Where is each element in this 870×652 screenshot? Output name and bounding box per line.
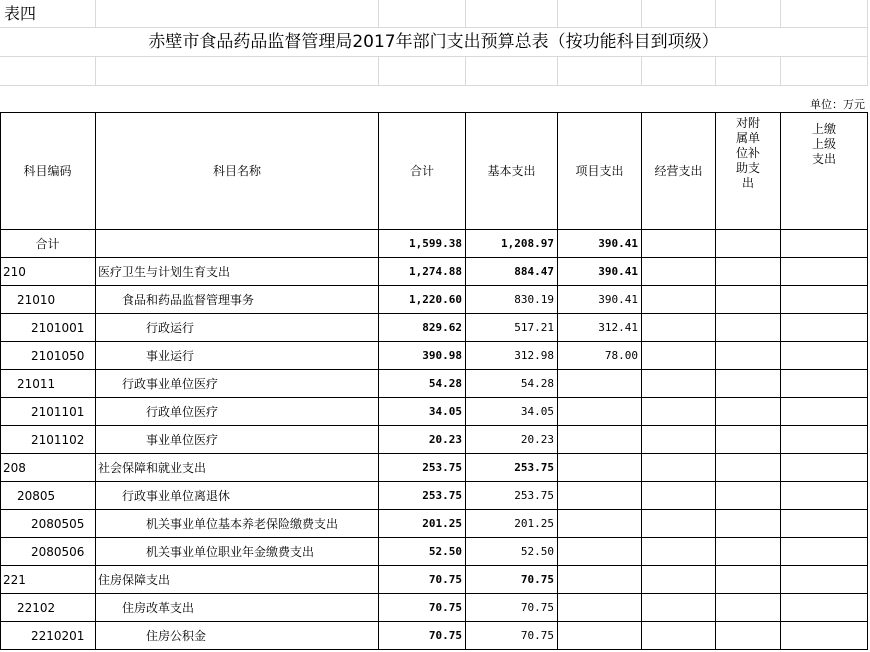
row-code[interactable]: 22102 bbox=[0, 594, 96, 622]
row-subsidy[interactable] bbox=[716, 398, 781, 426]
row-operating[interactable] bbox=[642, 314, 716, 342]
row-operating[interactable] bbox=[642, 566, 716, 594]
row-subsidy[interactable] bbox=[716, 370, 781, 398]
row-upper[interactable] bbox=[781, 566, 868, 594]
row-upper[interactable] bbox=[781, 538, 868, 566]
row-subsidy[interactable] bbox=[716, 342, 781, 370]
row-subsidy[interactable] bbox=[716, 510, 781, 538]
row-code[interactable]: 210 bbox=[0, 258, 96, 286]
report-title[interactable]: 赤壁市食品药品监督管理局2017年部门支出预算总表（按功能科目到项级） bbox=[0, 28, 868, 57]
row-operating[interactable] bbox=[642, 454, 716, 482]
row-total[interactable]: 1,599.38 bbox=[379, 230, 466, 258]
row-operating[interactable] bbox=[642, 426, 716, 454]
table-top-border bbox=[0, 112, 868, 113]
row-operating[interactable] bbox=[642, 538, 716, 566]
row-name[interactable]: 行政事业单位离退休 bbox=[96, 482, 379, 510]
row-subsidy[interactable] bbox=[716, 482, 781, 510]
row-name[interactable]: 机关事业单位职业年金缴费支出 bbox=[96, 538, 379, 566]
row-code[interactable]: 2210201 bbox=[0, 622, 96, 650]
row-code[interactable]: 2101101 bbox=[0, 398, 96, 426]
row-code[interactable]: 2101102 bbox=[0, 426, 96, 454]
row-code[interactable]: 221 bbox=[0, 566, 96, 594]
row-code[interactable]: 21010 bbox=[0, 286, 96, 314]
row-code[interactable]: 2080506 bbox=[0, 538, 96, 566]
row-project[interactable] bbox=[558, 454, 642, 482]
row-name[interactable] bbox=[96, 230, 379, 258]
row-total[interactable]: 829.62 bbox=[379, 314, 466, 342]
row-operating[interactable] bbox=[642, 230, 716, 258]
row-basic[interactable]: 830.19 bbox=[466, 286, 558, 314]
header-basic: 基本支出 bbox=[466, 112, 558, 230]
row-project[interactable] bbox=[558, 370, 642, 398]
row-upper[interactable] bbox=[781, 342, 868, 370]
row-total[interactable]: 70.75 bbox=[379, 566, 466, 594]
grid-cell[interactable] bbox=[642, 0, 716, 28]
row-basic[interactable]: 253.75 bbox=[466, 482, 558, 510]
row-basic[interactable]: 1,208.97 bbox=[466, 230, 558, 258]
row-total[interactable]: 54.28 bbox=[379, 370, 466, 398]
row-subsidy[interactable] bbox=[716, 538, 781, 566]
row-project[interactable]: 390.41 bbox=[558, 286, 642, 314]
row-subsidy[interactable] bbox=[716, 594, 781, 622]
row-project[interactable]: 390.41 bbox=[558, 258, 642, 286]
row-operating[interactable] bbox=[642, 342, 716, 370]
header-subsidy: 对附属单位补助支出 bbox=[716, 112, 781, 230]
row-code[interactable]: 2101050 bbox=[0, 342, 96, 370]
row-project[interactable] bbox=[558, 538, 642, 566]
row-basic[interactable]: 52.50 bbox=[466, 538, 558, 566]
row-name[interactable]: 事业单位医疗 bbox=[96, 426, 379, 454]
row-project[interactable] bbox=[558, 482, 642, 510]
row-total[interactable]: 1,274.88 bbox=[379, 258, 466, 286]
grid-cell[interactable] bbox=[781, 0, 868, 28]
row-subsidy[interactable] bbox=[716, 286, 781, 314]
row-upper[interactable] bbox=[781, 594, 868, 622]
row-basic[interactable]: 517.21 bbox=[466, 314, 558, 342]
row-operating[interactable] bbox=[642, 370, 716, 398]
grid-cell[interactable] bbox=[0, 57, 96, 86]
grid-cell[interactable] bbox=[558, 0, 642, 28]
grid-cell[interactable] bbox=[379, 57, 466, 86]
unit-label[interactable]: 单位：万元 bbox=[810, 98, 865, 111]
row-subsidy[interactable] bbox=[716, 314, 781, 342]
row-code[interactable]: 2101001 bbox=[0, 314, 96, 342]
row-project[interactable] bbox=[558, 594, 642, 622]
row-total[interactable]: 253.75 bbox=[379, 454, 466, 482]
row-subsidy[interactable] bbox=[716, 258, 781, 286]
row-operating[interactable] bbox=[642, 594, 716, 622]
row-project[interactable]: 390.41 bbox=[558, 230, 642, 258]
row-upper[interactable] bbox=[781, 230, 868, 258]
grid-cell[interactable] bbox=[558, 57, 642, 86]
row-upper[interactable] bbox=[781, 482, 868, 510]
header-upper: 上缴上级支出 bbox=[781, 112, 868, 230]
row-name[interactable]: 行政运行 bbox=[96, 314, 379, 342]
row-total[interactable]: 52.50 bbox=[379, 538, 466, 566]
row-project[interactable] bbox=[558, 510, 642, 538]
row-code[interactable]: 20805 bbox=[0, 482, 96, 510]
row-operating[interactable] bbox=[642, 622, 716, 650]
row-upper[interactable] bbox=[781, 510, 868, 538]
grid-cell[interactable] bbox=[642, 57, 716, 86]
row-name[interactable]: 机关事业单位基本养老保险缴费支出 bbox=[96, 510, 379, 538]
row-upper[interactable] bbox=[781, 314, 868, 342]
row-upper[interactable] bbox=[781, 258, 868, 286]
row-operating[interactable] bbox=[642, 286, 716, 314]
row-project[interactable]: 78.00 bbox=[558, 342, 642, 370]
row-name[interactable]: 行政单位医疗 bbox=[96, 398, 379, 426]
row-name[interactable]: 食品和药品监督管理事务 bbox=[96, 286, 379, 314]
row-operating[interactable] bbox=[642, 510, 716, 538]
row-subsidy[interactable] bbox=[716, 426, 781, 454]
row-name[interactable]: 住房改革支出 bbox=[96, 594, 379, 622]
row-subsidy[interactable] bbox=[716, 230, 781, 258]
row-total[interactable]: 20.23 bbox=[379, 426, 466, 454]
row-total[interactable]: 70.75 bbox=[379, 622, 466, 650]
row-upper[interactable] bbox=[781, 454, 868, 482]
row-project[interactable] bbox=[558, 566, 642, 594]
row-basic[interactable]: 201.25 bbox=[466, 510, 558, 538]
row-basic[interactable]: 253.75 bbox=[466, 454, 558, 482]
header-code: 科目编码 bbox=[0, 112, 96, 230]
row-upper[interactable] bbox=[781, 622, 868, 650]
row-basic[interactable]: 54.28 bbox=[466, 370, 558, 398]
row-subsidy[interactable] bbox=[716, 454, 781, 482]
row-name[interactable]: 住房公积金 bbox=[96, 622, 379, 650]
table-left-border bbox=[0, 112, 1, 650]
header-operating: 经营支出 bbox=[642, 112, 716, 230]
row-name[interactable]: 医疗卫生与计划生育支出 bbox=[96, 258, 379, 286]
row-name[interactable]: 社会保障和就业支出 bbox=[96, 454, 379, 482]
grid-cell[interactable] bbox=[716, 57, 781, 86]
row-operating[interactable] bbox=[642, 398, 716, 426]
row-project[interactable] bbox=[558, 622, 642, 650]
row-upper[interactable] bbox=[781, 286, 868, 314]
grid-cell[interactable] bbox=[716, 0, 781, 28]
row-code[interactable]: 合计 bbox=[0, 230, 96, 258]
row-basic[interactable]: 70.75 bbox=[466, 594, 558, 622]
grid-cell[interactable] bbox=[781, 57, 868, 86]
row-code[interactable]: 208 bbox=[0, 454, 96, 482]
row-basic[interactable]: 34.05 bbox=[466, 398, 558, 426]
row-total[interactable]: 70.75 bbox=[379, 594, 466, 622]
row-upper[interactable] bbox=[781, 370, 868, 398]
row-total[interactable]: 390.98 bbox=[379, 342, 466, 370]
row-operating[interactable] bbox=[642, 258, 716, 286]
header-name: 科目名称 bbox=[96, 112, 379, 230]
row-name[interactable]: 住房保障支出 bbox=[96, 566, 379, 594]
grid-cell[interactable] bbox=[96, 0, 379, 28]
row-project[interactable] bbox=[558, 398, 642, 426]
header-total: 合计 bbox=[379, 112, 466, 230]
header-project: 项目支出 bbox=[558, 112, 642, 230]
row-operating[interactable] bbox=[642, 482, 716, 510]
grid-cell[interactable] bbox=[96, 57, 379, 86]
row-basic[interactable]: 70.75 bbox=[466, 622, 558, 650]
row-basic[interactable]: 70.75 bbox=[466, 566, 558, 594]
grid-cell[interactable] bbox=[466, 0, 558, 28]
row-basic[interactable]: 312.98 bbox=[466, 342, 558, 370]
row-basic[interactable]: 20.23 bbox=[466, 426, 558, 454]
row-basic[interactable]: 884.47 bbox=[466, 258, 558, 286]
row-code[interactable]: 21011 bbox=[0, 370, 96, 398]
sheet-label[interactable]: 表四 bbox=[0, 0, 96, 28]
row-name[interactable]: 行政事业单位医疗 bbox=[96, 370, 379, 398]
row-project[interactable] bbox=[558, 426, 642, 454]
row-upper[interactable] bbox=[781, 398, 868, 426]
row-subsidy[interactable] bbox=[716, 566, 781, 594]
row-total[interactable]: 34.05 bbox=[379, 398, 466, 426]
grid-cell[interactable] bbox=[466, 57, 558, 86]
row-upper[interactable] bbox=[781, 426, 868, 454]
row-project[interactable]: 312.41 bbox=[558, 314, 642, 342]
grid-cell[interactable] bbox=[379, 0, 466, 28]
row-name[interactable]: 事业运行 bbox=[96, 342, 379, 370]
row-total[interactable]: 201.25 bbox=[379, 510, 466, 538]
row-total[interactable]: 253.75 bbox=[379, 482, 466, 510]
row-code[interactable]: 2080505 bbox=[0, 510, 96, 538]
row-total[interactable]: 1,220.60 bbox=[379, 286, 466, 314]
row-subsidy[interactable] bbox=[716, 622, 781, 650]
